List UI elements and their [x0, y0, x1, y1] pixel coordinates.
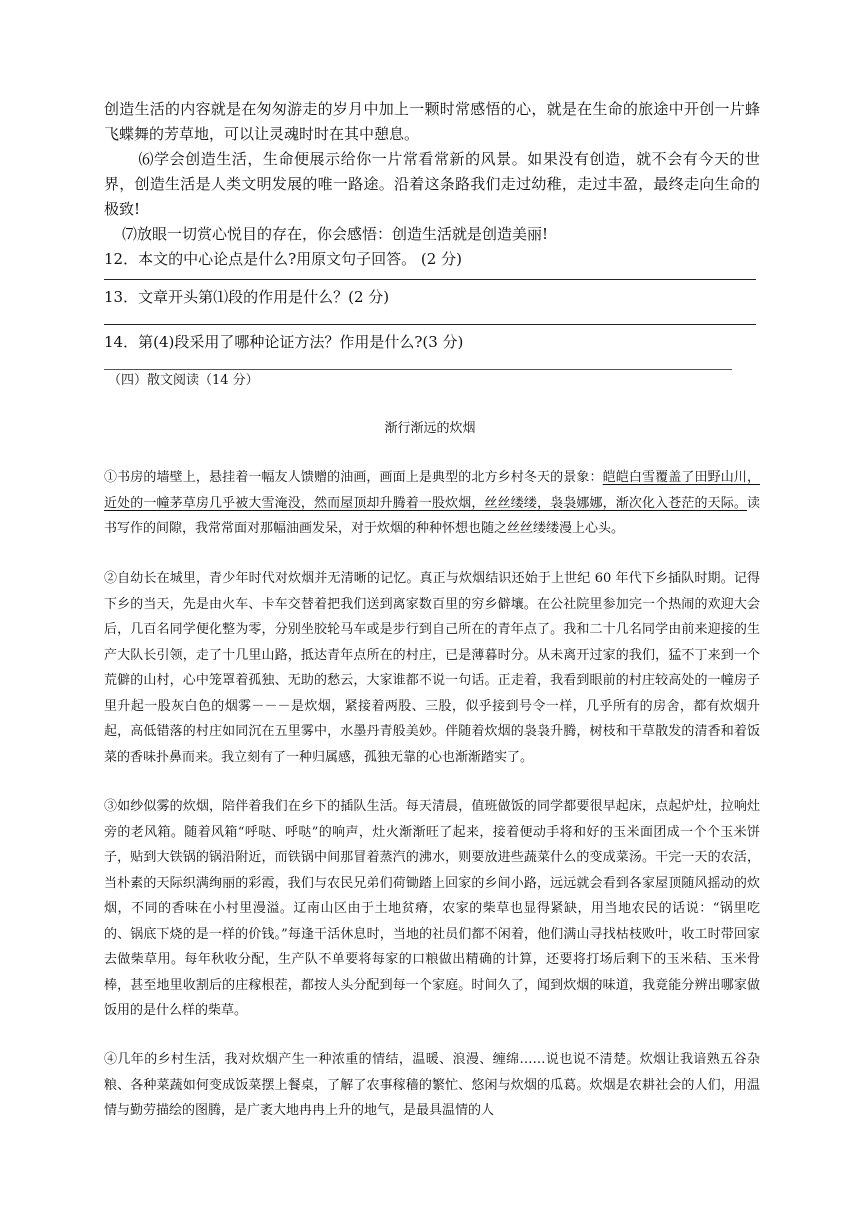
essay-p1-prefix: ①书房的墙壁上，悬挂着一幅友人馈赠的油画，画面上是典型的北方乡村冬天的景象：: [104, 470, 603, 485]
question-12: 12．本文的中心论点是什么?用原文句子回答。 (2 分): [104, 250, 462, 268]
paragraph-5-continuation: 创造生活的内容就是在匆匆游走的岁月中加上一颗时常感悟的心，就是在生命的旅途中开创一片蜂飞蝶舞的芳草地，可以让灵魂时时在其中憩息。: [104, 100, 760, 143]
answer-line-12: [104, 279, 756, 280]
essay-paragraph-4: ④几年的乡村生活，我对炊烟产生一种浓重的情结，温暖、浪漫、缠绵……说也说不清楚。炊烟让我谙熟五谷杂粮、各种菜蔬如何变成饭菜摆上餐桌，了解了农事稼穑的繁忙、悠闲与炊烟的瓜葛。炊烟是农耕社会的人们，用温情与勤劳描绘的图腾，是广袤大地冉冉上升的地气，是最具温情的人: [104, 1052, 760, 1118]
answer-line-13: [104, 324, 756, 325]
essay-paragraph-3: ③如纱似雾的炊烟，陪伴着我们在乡下的插队生活。每天清晨，值班做饭的同学都要很早起床，点起炉灶，拉响灶旁的老风箱。随着风箱“呼哒、呼哒”的响声，灶火渐渐旺了起来，接着便动手将和好的玉米面团成一个个玉米饼子，贴到大铁锅的锅沿附近，而铁锅中间那冒着蒸汽的沸水，则要放进些蔬菜什么的变成菜汤。干完一天的农活，当朴素的天际织满绚丽的彩霞，我们与农民兄弟们荷锄踏上回家的乡间小路，远远就会看到各家屋顶随风摇动的炊烟，不同的香味在小村里漫溢。辽南山区由于土地贫瘠，农家的柴草也显得紧缺，用当地农民的话说：“锅里吃的、锅底下烧的是一样的价钱。”每逢干活休息时，当地的社员们都不闲着，他们满山寻找枯枝败叶，收工时带回家去做柴草用。每年秋收分配，生产队不单要将每家的口粮做出精确的计算，还要将打场后剩下的玉米秸、玉米骨棒，甚至地里收割后的庄稼根茬，都按人头分配到每一个家庭。时间久了，闻到炊烟的味道，我竟能分辨出哪家做饭用的是什么样的柴草。: [104, 799, 760, 1018]
question-14: 14．第(4)段采用了哪种论证方法？作用是什么?(3 分): [104, 333, 464, 351]
essay-paragraph-2: ②自幼长在城里，青少年时代对炊烟并无清晰的记忆。真正与炊烟结识还始于上世纪 60 年代下乡插队时期。记得下乡的当天，先是由火车、卡车交替着把我们送到离家数百里的穷乡僻壤。在公社院里参加完一个热闹的欢迎大会后，几百名同学便化整为零，分别坐胶轮马车或是步行到自己所在的青年点了。我和二十几名同学由前来迎接的生产大队长引领，走了十几里山路，抵达青年点所在的村庄，已是薄暮时分。从未离开过家的我们，猛不丁来到一个荒僻的山村，心中笼罩着孤独、无助的愁云，大家谁都不说一句话。正走着，我看到眼前的村庄较高处的一幢房子里升起一股灰白色的烟雾－－－是炊烟，紧接着两股、三股，似乎接到号令一样，几乎所有的房舍，都有炊烟升起，高低错落的村庄如同沉在五里雾中，水墨丹青般美妙。伴随着炊烟的袅袅升腾，树枝和干草散发的清香和着饭菜的香味扑鼻而来。我立刻有了一种归属感，孤独无靠的心也渐渐踏实了。: [104, 571, 760, 765]
section-label: （四）散文阅读（14 分）: [108, 373, 259, 388]
essay-paragraph-1: [104, 465, 760, 542]
essay-title: 渐行渐远的炊烟: [384, 421, 476, 436]
essay-p1-suffix: 读书写作的间隙，我常常面对那幅油画发呆，对于炊烟的种种怀想也随之丝丝缕缕漫上心头。: [104, 495, 760, 536]
paragraph-7: ⑺放眼一切赏心悦目的存在，你会感悟：创造生活就是创造美丽!: [122, 225, 549, 243]
answer-line-14: [104, 369, 732, 370]
essay-p1-underlined: 皑皑白雪覆盖了田野山川，近处的一幢茅草房几乎被大雪淹没，然而屋顶却升腾着一股炊烟，丝丝缕缕，袅袅娜娜，渐次化入苍茫的天际。: [104, 470, 760, 511]
paragraph-6: ⑹学会创造生活，生命便展示给你一片常看常新的风景。如果没有创造，就不会有今天的世界，创造生活是人类文明发展的唯一路途。沿着这条路我们走过幼稚，走过丰盈，最终走向生命的极致!: [104, 150, 760, 218]
question-13: 13．文章开头第⑴段的作用是什么？(2 分): [104, 288, 390, 306]
